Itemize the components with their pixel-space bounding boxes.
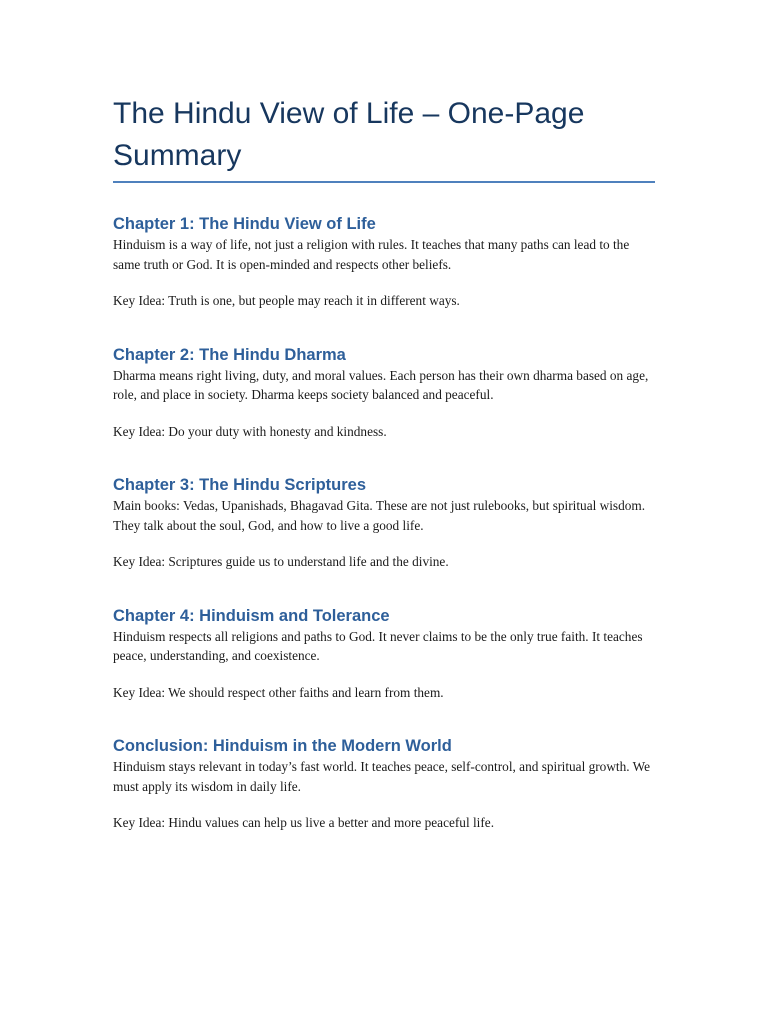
- section-body: Main books: Vedas, Upanishads, Bhagavad Gita. These are not just rulebooks, but spiritual wisdom. They talk about the soul, God, and how to live a good life.: [113, 498, 646, 533]
- title-divider: [113, 181, 655, 183]
- section-chapter-4: [113, 605, 655, 703]
- section-chapter-1: [113, 213, 655, 311]
- document-page: [113, 93, 655, 833]
- key-idea: Key Idea: Hindu values can help us live a better and more peaceful life.: [113, 815, 495, 830]
- section-chapter-3: [113, 474, 655, 572]
- section-body: Dharma means right living, duty, and moral values. Each person has their own dharma based on age, role, and place in society. Dharma keeps society balanced and peaceful.: [113, 367, 649, 402]
- section-body: Hinduism respects all religions and paths to God. It never claims to be the only true faith. It teaches peace, understanding, and coexistence.: [113, 628, 643, 663]
- key-idea: Key Idea: Truth is one, but people may reach it in different ways.: [113, 293, 460, 308]
- section-heading: Chapter 2: The Hindu Dharma: [113, 345, 346, 364]
- page-title: The Hindu View of Life – One-Page Summary: [113, 97, 585, 172]
- section-heading: Conclusion: Hinduism in the Modern World: [113, 737, 452, 755]
- section-conclusion: [113, 735, 655, 833]
- key-idea: Key Idea: Do your duty with honesty and kindness.: [113, 423, 387, 439]
- section-heading: Chapter 1: The Hindu View of Life: [113, 215, 376, 233]
- section-chapter-2: [113, 344, 655, 442]
- section-body: Hinduism stays relevant in today’s fast world. It teaches peace, self-control, and spiritual growth. We must apply its wisdom in daily life.: [113, 759, 651, 794]
- key-idea: Key Idea: We should respect other faiths and learn from them.: [113, 684, 444, 700]
- section-heading: Chapter 4: Hinduism and Tolerance: [113, 606, 390, 625]
- section-heading: Chapter 3: The Hindu Scriptures: [113, 476, 367, 494]
- key-idea: Key Idea: Scriptures guide us to understand life and the divine.: [113, 554, 449, 569]
- section-body: Hinduism is a way of life, not just a religion with rules. It teaches that many paths can lead to the same truth or God. It is open-minded and respects other beliefs.: [113, 237, 630, 272]
